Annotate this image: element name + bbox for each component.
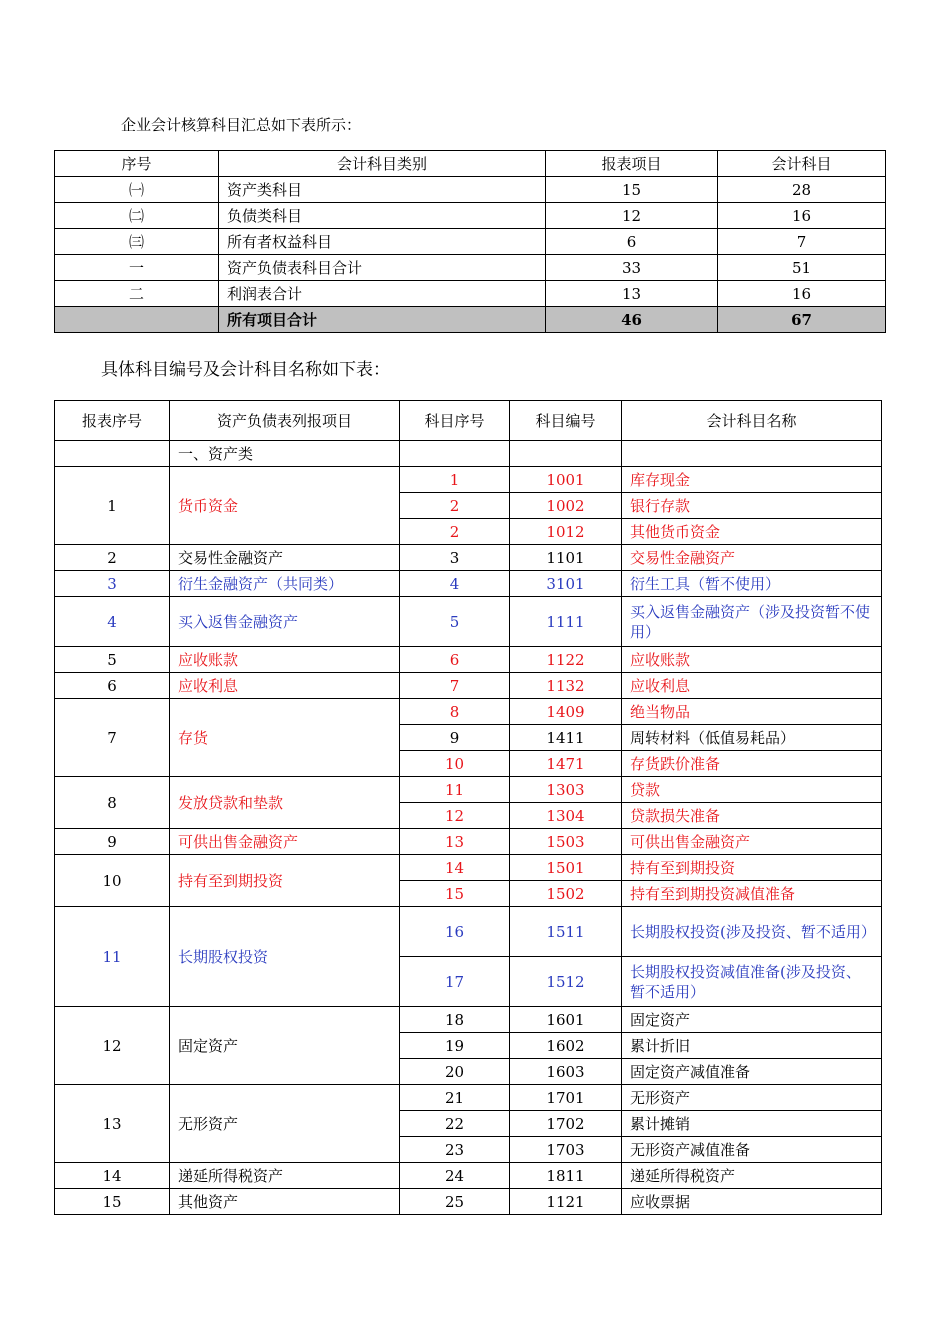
subject-seq: 11 bbox=[400, 777, 510, 803]
subject-seq: 19 bbox=[400, 1033, 510, 1059]
table-row bbox=[55, 597, 882, 647]
subject-name: 买入返售金融资产（涉及投资暂不使用） bbox=[622, 597, 882, 647]
subject-code: 1132 bbox=[510, 673, 622, 699]
summary-report: 13 bbox=[546, 281, 718, 307]
subject-seq: 20 bbox=[400, 1059, 510, 1085]
summary-row bbox=[55, 255, 886, 281]
table-row bbox=[55, 1163, 882, 1189]
report-seq: 5 bbox=[55, 647, 170, 673]
summary-header-subjects: 会计科目 bbox=[718, 151, 886, 177]
subject-name: 存货跌价准备 bbox=[622, 751, 882, 777]
summary-report: 33 bbox=[546, 255, 718, 281]
subject-code: 1502 bbox=[510, 881, 622, 907]
table-row bbox=[55, 571, 882, 597]
table-row bbox=[55, 545, 882, 571]
summary-no: ㈢ bbox=[55, 229, 219, 255]
subject-seq: 5 bbox=[400, 597, 510, 647]
subject-name: 长期股权投资减值准备(涉及投资、暂不适用） bbox=[622, 957, 882, 1007]
report-item: 固定资产 bbox=[170, 1007, 400, 1085]
summary-header-no: 序号 bbox=[55, 151, 219, 177]
summary-report: 12 bbox=[546, 203, 718, 229]
subject-name: 可供出售金融资产 bbox=[622, 829, 882, 855]
subject-code: 1012 bbox=[510, 519, 622, 545]
summary-table bbox=[54, 150, 886, 333]
table-row bbox=[55, 1189, 882, 1215]
subject-name: 持有至到期投资 bbox=[622, 855, 882, 881]
subject-seq: 25 bbox=[400, 1189, 510, 1215]
subject-seq: 2 bbox=[400, 519, 510, 545]
subject-name: 绝当物品 bbox=[622, 699, 882, 725]
subject-code: 1511 bbox=[510, 907, 622, 957]
summary-report: 6 bbox=[546, 229, 718, 255]
subject-seq: 7 bbox=[400, 673, 510, 699]
subject-code: 1703 bbox=[510, 1137, 622, 1163]
report-item: 可供出售金融资产 bbox=[170, 829, 400, 855]
summary-total-no bbox=[55, 307, 219, 333]
table-row bbox=[55, 673, 882, 699]
report-seq: 6 bbox=[55, 673, 170, 699]
subject-name: 贷款 bbox=[622, 777, 882, 803]
summary-no: ㈠ bbox=[55, 177, 219, 203]
subject-name: 交易性金融资产 bbox=[622, 545, 882, 571]
subject-name: 贷款损失准备 bbox=[622, 803, 882, 829]
summary-row bbox=[55, 229, 886, 255]
section-row bbox=[55, 441, 882, 467]
subject-code: 1811 bbox=[510, 1163, 622, 1189]
subject-name: 衍生工具（暂不使用） bbox=[622, 571, 882, 597]
subject-code: 1122 bbox=[510, 647, 622, 673]
detail-header-item: 资产负债表列报项目 bbox=[170, 401, 400, 441]
subject-seq: 4 bbox=[400, 571, 510, 597]
subject-code: 1303 bbox=[510, 777, 622, 803]
summary-row bbox=[55, 281, 886, 307]
subject-name: 应收票据 bbox=[622, 1189, 882, 1215]
subject-name: 其他货币资金 bbox=[622, 519, 882, 545]
subject-code: 1111 bbox=[510, 597, 622, 647]
subject-seq: 15 bbox=[400, 881, 510, 907]
subject-seq: 16 bbox=[400, 907, 510, 957]
report-item: 递延所得税资产 bbox=[170, 1163, 400, 1189]
report-seq: 10 bbox=[55, 855, 170, 907]
table-row bbox=[55, 855, 882, 881]
section-label: 一、资产类 bbox=[170, 441, 400, 467]
subject-seq: 22 bbox=[400, 1111, 510, 1137]
summary-subjects: 16 bbox=[718, 281, 886, 307]
subject-seq: 23 bbox=[400, 1137, 510, 1163]
subject-name: 周转材料（低值易耗品） bbox=[622, 725, 882, 751]
subject-name: 无形资产 bbox=[622, 1085, 882, 1111]
detail-header-code: 科目编号 bbox=[510, 401, 622, 441]
subject-seq: 3 bbox=[400, 545, 510, 571]
report-seq: 14 bbox=[55, 1163, 170, 1189]
report-item: 长期股权投资 bbox=[170, 907, 400, 1007]
subject-seq: 24 bbox=[400, 1163, 510, 1189]
summary-category: 资产类科目 bbox=[219, 177, 546, 203]
report-item: 持有至到期投资 bbox=[170, 855, 400, 907]
subject-code: 1409 bbox=[510, 699, 622, 725]
subject-seq: 21 bbox=[400, 1085, 510, 1111]
summary-total-row bbox=[55, 307, 886, 333]
table-row bbox=[55, 467, 882, 493]
report-item: 衍生金融资产（共同类） bbox=[170, 571, 400, 597]
subject-code: 1501 bbox=[510, 855, 622, 881]
report-seq: 7 bbox=[55, 699, 170, 777]
report-item: 应收账款 bbox=[170, 647, 400, 673]
summary-no: 一 bbox=[55, 255, 219, 281]
summary-subjects: 51 bbox=[718, 255, 886, 281]
detail-header-seq: 报表序号 bbox=[55, 401, 170, 441]
summary-no: ㈡ bbox=[55, 203, 219, 229]
report-seq: 12 bbox=[55, 1007, 170, 1085]
subject-code: 1601 bbox=[510, 1007, 622, 1033]
subject-code: 1701 bbox=[510, 1085, 622, 1111]
subject-name: 长期股权投资(涉及投资、暂不适用） bbox=[622, 907, 882, 957]
report-seq: 3 bbox=[55, 571, 170, 597]
summary-no: 二 bbox=[55, 281, 219, 307]
table-row bbox=[55, 777, 882, 803]
subject-name: 固定资产减值准备 bbox=[622, 1059, 882, 1085]
table-row bbox=[55, 907, 882, 957]
summary-total-report: 46 bbox=[546, 307, 718, 333]
report-item: 无形资产 bbox=[170, 1085, 400, 1163]
summary-category: 所有者权益科目 bbox=[219, 229, 546, 255]
detail-table bbox=[54, 400, 882, 1215]
report-item: 其他资产 bbox=[170, 1189, 400, 1215]
subject-name: 无形资产减值准备 bbox=[622, 1137, 882, 1163]
summary-row bbox=[55, 203, 886, 229]
subject-name: 固定资产 bbox=[622, 1007, 882, 1033]
subject-code: 1001 bbox=[510, 467, 622, 493]
summary-row bbox=[55, 177, 886, 203]
detail-header-sub-seq: 科目序号 bbox=[400, 401, 510, 441]
subject-code: 1602 bbox=[510, 1033, 622, 1059]
subject-seq: 17 bbox=[400, 957, 510, 1007]
detail-heading: 具体科目编号及会计科目名称如下表： bbox=[101, 360, 390, 380]
summary-total-subjects: 67 bbox=[718, 307, 886, 333]
subject-seq: 10 bbox=[400, 751, 510, 777]
report-seq: 9 bbox=[55, 829, 170, 855]
report-item: 存货 bbox=[170, 699, 400, 777]
summary-report: 15 bbox=[546, 177, 718, 203]
report-seq: 13 bbox=[55, 1085, 170, 1163]
subject-name: 应收账款 bbox=[622, 647, 882, 673]
summary-total-category: 所有项目合计 bbox=[219, 307, 546, 333]
subject-code: 1471 bbox=[510, 751, 622, 777]
subject-name: 库存现金 bbox=[622, 467, 882, 493]
section-blank bbox=[510, 441, 622, 467]
summary-category: 负债类科目 bbox=[219, 203, 546, 229]
subject-code: 1702 bbox=[510, 1111, 622, 1137]
subject-name: 持有至到期投资减值准备 bbox=[622, 881, 882, 907]
summary-header-category: 会计科目类别 bbox=[219, 151, 546, 177]
report-item: 发放贷款和垫款 bbox=[170, 777, 400, 829]
intro-text: 企业会计核算科目汇总如下表所示： bbox=[121, 116, 362, 134]
table-row bbox=[55, 1007, 882, 1033]
subject-seq: 18 bbox=[400, 1007, 510, 1033]
report-seq: 11 bbox=[55, 907, 170, 1007]
section-blank bbox=[622, 441, 882, 467]
subject-code: 3101 bbox=[510, 571, 622, 597]
subject-code: 1002 bbox=[510, 493, 622, 519]
report-seq: 1 bbox=[55, 467, 170, 545]
table-row bbox=[55, 829, 882, 855]
subject-code: 1101 bbox=[510, 545, 622, 571]
subject-seq: 13 bbox=[400, 829, 510, 855]
report-item: 货币资金 bbox=[170, 467, 400, 545]
report-item: 买入返售金融资产 bbox=[170, 597, 400, 647]
summary-subjects: 7 bbox=[718, 229, 886, 255]
subject-seq: 6 bbox=[400, 647, 510, 673]
subject-code: 1503 bbox=[510, 829, 622, 855]
summary-category: 资产负债表科目合计 bbox=[219, 255, 546, 281]
report-seq: 15 bbox=[55, 1189, 170, 1215]
subject-seq: 14 bbox=[400, 855, 510, 881]
subject-code: 1304 bbox=[510, 803, 622, 829]
section-blank bbox=[400, 441, 510, 467]
report-seq: 8 bbox=[55, 777, 170, 829]
subject-seq: 12 bbox=[400, 803, 510, 829]
report-item: 交易性金融资产 bbox=[170, 545, 400, 571]
table-row bbox=[55, 1085, 882, 1111]
subject-seq: 9 bbox=[400, 725, 510, 751]
subject-name: 累计折旧 bbox=[622, 1033, 882, 1059]
report-seq: 4 bbox=[55, 597, 170, 647]
table-row bbox=[55, 647, 882, 673]
subject-name: 银行存款 bbox=[622, 493, 882, 519]
subject-seq: 8 bbox=[400, 699, 510, 725]
subject-code: 1121 bbox=[510, 1189, 622, 1215]
summary-subjects: 28 bbox=[718, 177, 886, 203]
subject-seq: 1 bbox=[400, 467, 510, 493]
summary-subjects: 16 bbox=[718, 203, 886, 229]
summary-category: 利润表合计 bbox=[219, 281, 546, 307]
detail-header-name: 会计科目名称 bbox=[622, 401, 882, 441]
subject-code: 1512 bbox=[510, 957, 622, 1007]
report-item: 应收利息 bbox=[170, 673, 400, 699]
summary-header-row bbox=[55, 151, 886, 177]
subject-seq: 2 bbox=[400, 493, 510, 519]
subject-code: 1411 bbox=[510, 725, 622, 751]
subject-name: 累计摊销 bbox=[622, 1111, 882, 1137]
report-seq: 2 bbox=[55, 545, 170, 571]
section-blank bbox=[55, 441, 170, 467]
detail-header-row bbox=[55, 401, 882, 441]
subject-name: 递延所得税资产 bbox=[622, 1163, 882, 1189]
subject-name: 应收利息 bbox=[622, 673, 882, 699]
subject-code: 1603 bbox=[510, 1059, 622, 1085]
summary-header-report: 报表项目 bbox=[546, 151, 718, 177]
table-row bbox=[55, 699, 882, 725]
